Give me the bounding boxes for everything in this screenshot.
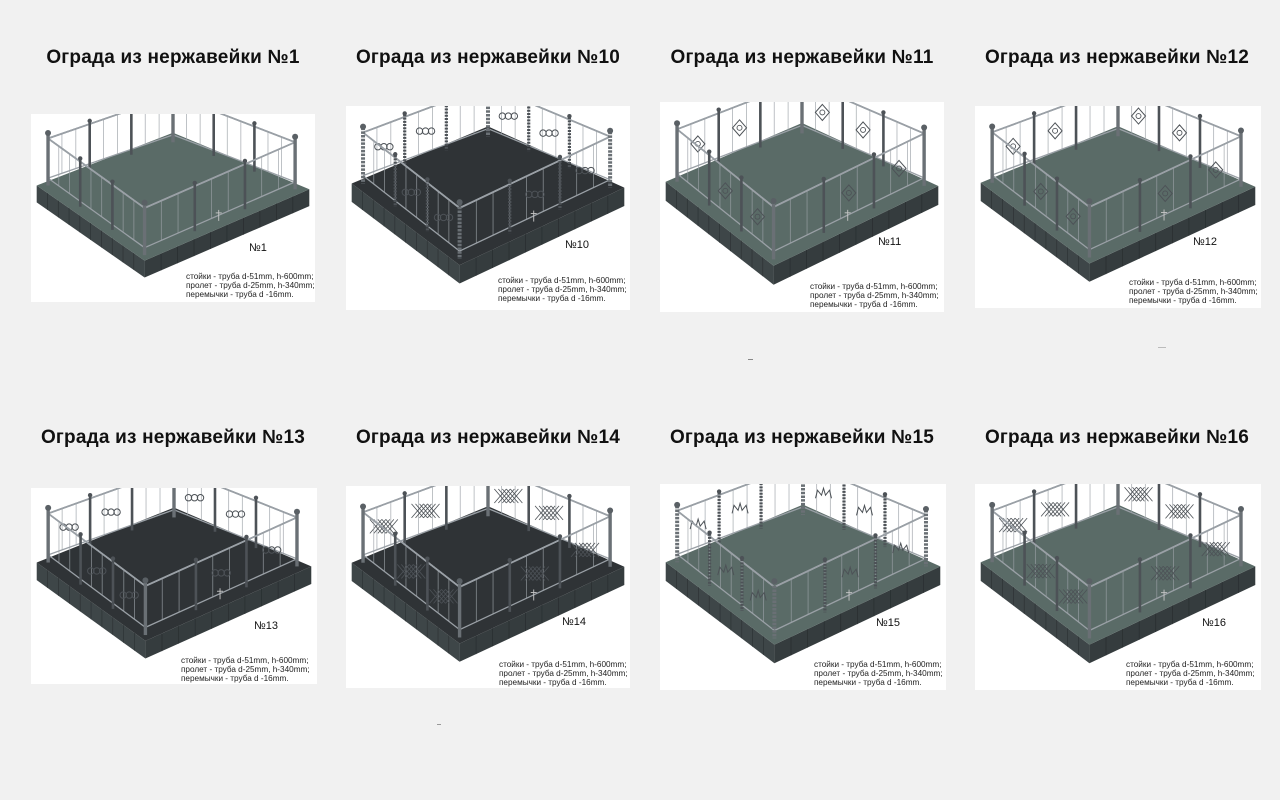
spec-span: пролет - труба d-25mm, h-340mm;: [814, 669, 943, 678]
spec-span: пролет - труба d-25mm, h-340mm;: [1129, 287, 1258, 296]
fence-specs: [1129, 278, 1258, 305]
post-cap: [1022, 152, 1026, 156]
ornament: [191, 495, 197, 501]
fence-number-label: №13: [254, 620, 279, 632]
post-cap: [1138, 178, 1142, 182]
post-cap: [425, 556, 429, 560]
stray-mark: [437, 724, 441, 725]
top-rail: [363, 106, 488, 133]
ornament: [505, 113, 511, 119]
post-cap: [1188, 154, 1192, 158]
ornament: [861, 127, 866, 132]
spec-crossbars: перемычки - труба d -16mm.: [498, 294, 606, 303]
ornament: [1177, 130, 1182, 135]
fence-title: Ограда из нержавейки №16: [984, 427, 1250, 448]
post-cap: [883, 492, 887, 496]
ornament: [546, 130, 552, 136]
ornament: [511, 113, 517, 119]
fence-number-label: №16: [1202, 617, 1227, 629]
post-cap: [567, 114, 571, 118]
post-cap: [78, 532, 82, 536]
top-rail: [48, 488, 174, 513]
post-cap: [1198, 114, 1202, 118]
fence-drawing: [31, 488, 317, 684]
post-cap: [674, 502, 680, 508]
ornament: [540, 130, 546, 136]
ornament: [238, 511, 244, 517]
post-cap: [292, 134, 298, 140]
fence-specs: [814, 660, 943, 687]
top-rail: [363, 106, 488, 133]
spec-crossbars: перемычки - труба d -16mm.: [181, 674, 289, 683]
fence-drawing: [660, 102, 944, 312]
post-cap: [921, 124, 927, 130]
stray-mark: [748, 359, 753, 360]
spec-posts: стойки - труба d-51mm, h-600mm;: [181, 656, 309, 665]
top-rail: [363, 486, 488, 512]
top-rail: [992, 484, 1118, 511]
spec-crossbars: перемычки - труба d -16mm.: [814, 678, 922, 687]
post-cap: [1138, 557, 1142, 561]
top-rail: [48, 488, 174, 513]
post-cap: [771, 198, 777, 204]
top-rail: [363, 486, 488, 512]
post-cap: [872, 152, 876, 156]
spec-crossbars: перемычки - труба d -16mm.: [810, 300, 918, 309]
spec-posts: стойки - труба d-51mm, h-600mm;: [499, 660, 627, 669]
fence-number-label: №14: [562, 616, 587, 628]
top-rail: [363, 106, 488, 133]
post-cap: [739, 175, 743, 179]
ornament: [387, 144, 393, 150]
ornament: [102, 509, 108, 515]
top-rail: [488, 106, 610, 137]
base-top: [37, 133, 310, 261]
post-cap: [252, 121, 256, 125]
fence-specs: [1126, 660, 1255, 687]
ornament: [733, 120, 747, 136]
top-rail: [363, 486, 488, 512]
top-rail: [488, 486, 610, 516]
fence-image: [31, 114, 315, 302]
spec-crossbars: перемычки - труба d -16mm.: [1126, 678, 1234, 687]
ornament: [820, 110, 825, 115]
ornament: [856, 122, 870, 138]
spec-span: пролет - труба d-25mm, h-340mm;: [181, 665, 310, 674]
top-rail: [803, 484, 926, 515]
top-rail: [677, 484, 803, 511]
post-cap: [823, 557, 827, 561]
ornament: [114, 509, 120, 515]
spec-posts: стойки - труба d-51mm, h-600mm;: [186, 272, 314, 281]
ornament: [428, 128, 434, 134]
fence-specs: [186, 272, 315, 299]
post-cap: [254, 496, 258, 500]
post-cap: [567, 494, 571, 498]
post-cap: [771, 578, 777, 584]
post-cap: [78, 156, 82, 160]
ornament: [1053, 128, 1058, 133]
spec-span: пролет - труба d-25mm, h-340mm;: [810, 291, 939, 300]
fence-image: [346, 486, 630, 688]
post-cap: [822, 177, 826, 181]
spec-span: пролет - труба d-25mm, h-340mm;: [499, 669, 628, 678]
ornament: [185, 495, 191, 501]
post-cap: [1032, 111, 1036, 115]
post-cap: [294, 509, 300, 515]
post-cap: [193, 181, 197, 185]
post-cap: [360, 124, 366, 130]
post-cap: [393, 532, 397, 536]
fence-drawing: [346, 486, 630, 688]
post-cap: [989, 502, 995, 508]
fence-title: Ограда из нержавейки №12: [984, 47, 1250, 68]
post-cap: [881, 110, 885, 114]
fence-specs: [181, 656, 310, 683]
ornament: [1172, 125, 1186, 141]
post-cap: [110, 179, 114, 183]
ornament: [422, 128, 428, 134]
top-rail: [48, 488, 174, 513]
ornament: [552, 130, 558, 136]
fence-number-label: №11: [878, 236, 902, 248]
spec-posts: стойки - труба d-51mm, h-600mm;: [810, 282, 938, 291]
post-cap: [558, 534, 562, 538]
fence-specs: [499, 660, 628, 687]
ornament: [856, 505, 872, 515]
ornament: [72, 524, 78, 530]
spec-span: пролет - труба d-25mm, h-340mm;: [1126, 669, 1255, 678]
post-cap: [243, 159, 247, 163]
ornament: [416, 128, 422, 134]
top-rail: [677, 484, 803, 511]
spec-crossbars: перемычки - труба d -16mm.: [186, 290, 294, 299]
fence-render: [981, 106, 1256, 282]
post-cap: [989, 123, 995, 129]
post-cap: [457, 199, 463, 205]
ornament: [108, 509, 114, 515]
ornament: [815, 104, 829, 120]
fence-title: Ограда из нержавейки №1: [46, 47, 300, 68]
post-cap: [45, 130, 51, 136]
ornament: [737, 125, 742, 130]
fence-title: Ограда из нержавейки №15: [669, 427, 935, 448]
ornament: [197, 495, 203, 501]
post-cap: [716, 107, 720, 111]
post-cap: [425, 177, 429, 181]
post-cap: [393, 152, 397, 156]
fence-image: [975, 106, 1261, 308]
post-cap: [142, 200, 148, 206]
post-cap: [508, 179, 512, 183]
post-cap: [674, 120, 680, 126]
post-cap: [1055, 556, 1059, 560]
ornament: [815, 488, 831, 498]
fence-image: [660, 484, 946, 690]
fence-render: [37, 488, 312, 659]
post-cap: [111, 556, 115, 560]
fence-image: [975, 484, 1261, 690]
top-rail: [992, 484, 1118, 511]
ornament: [1131, 108, 1145, 124]
ornament: [499, 113, 505, 119]
post-cap: [707, 149, 711, 153]
post-cap: [402, 491, 406, 495]
post-cap: [1022, 531, 1026, 535]
fence-number-label: №10: [565, 239, 590, 251]
spec-crossbars: перемычки - труба d -16mm.: [499, 678, 607, 687]
post-cap: [1086, 198, 1092, 204]
post-cap: [244, 535, 248, 539]
post-cap: [923, 506, 929, 512]
top-rail: [677, 484, 803, 511]
fence-title: Ограда из нержавейки №10: [355, 47, 621, 68]
fence-render: [666, 102, 939, 285]
fence-number-label: №12: [1193, 236, 1218, 248]
post-cap: [88, 493, 92, 497]
post-cap: [508, 558, 512, 562]
stray-mark: [1158, 347, 1166, 348]
fence-title: Ограда из нержавейки №13: [40, 427, 306, 448]
spec-span: пролет - труба d-25mm, h-340mm;: [498, 285, 627, 294]
fence-specs: [498, 276, 627, 303]
post-cap: [558, 155, 562, 159]
top-rail: [48, 114, 173, 138]
spec-span: пролет - труба d-25mm, h-340mm;: [186, 281, 315, 290]
spec-crossbars: перемычки - труба d -16mm.: [1129, 296, 1237, 305]
fence-specs: [810, 282, 939, 309]
post-cap: [194, 558, 198, 562]
fence-title: Ограда из нержавейки №14: [355, 427, 621, 448]
post-cap: [1188, 533, 1192, 537]
post-cap: [45, 505, 51, 511]
fence-render: [352, 106, 625, 283]
post-cap: [607, 507, 613, 513]
fence-image: [660, 102, 944, 312]
top-rail: [173, 114, 295, 142]
post-cap: [1086, 578, 1092, 584]
post-cap: [457, 578, 463, 584]
post-cap: [1238, 127, 1244, 133]
post-cap: [1198, 492, 1202, 496]
fence-render: [981, 484, 1256, 663]
fence-number-label: №15: [876, 617, 901, 629]
spec-posts: стойки - труба d-51mm, h-600mm;: [1129, 278, 1257, 287]
post-cap: [360, 503, 366, 509]
fence-render: [37, 114, 310, 278]
ornament: [226, 511, 232, 517]
post-cap: [1055, 176, 1059, 180]
spec-posts: стойки - труба d-51mm, h-600mm;: [498, 276, 626, 285]
post-cap: [607, 128, 613, 134]
post-cap: [707, 531, 711, 535]
post-cap: [402, 111, 406, 115]
fence-image: [346, 106, 630, 310]
post-cap: [142, 577, 148, 583]
top-rail: [1118, 484, 1241, 515]
ornament: [232, 511, 238, 517]
fence-image: [31, 488, 317, 684]
post-cap: [1032, 489, 1036, 493]
post-cap: [717, 489, 721, 493]
fence-render: [352, 486, 625, 662]
fence-render: [666, 484, 941, 663]
post-cap: [740, 556, 744, 560]
top-rail: [992, 484, 1118, 511]
spec-posts: стойки - труба d-51mm, h-600mm;: [814, 660, 942, 669]
post-cap: [873, 533, 877, 537]
spec-posts: стойки - труба d-51mm, h-600mm;: [1126, 660, 1254, 669]
ornament: [732, 503, 748, 513]
post-cap: [87, 119, 91, 123]
ornament: [1048, 123, 1062, 139]
ornament: [1136, 114, 1141, 119]
top-rail: [174, 488, 297, 517]
post-cap: [1238, 506, 1244, 512]
fence-number-label: №1: [249, 242, 267, 254]
fence-title: Ограда из нержавейки №11: [670, 47, 934, 68]
